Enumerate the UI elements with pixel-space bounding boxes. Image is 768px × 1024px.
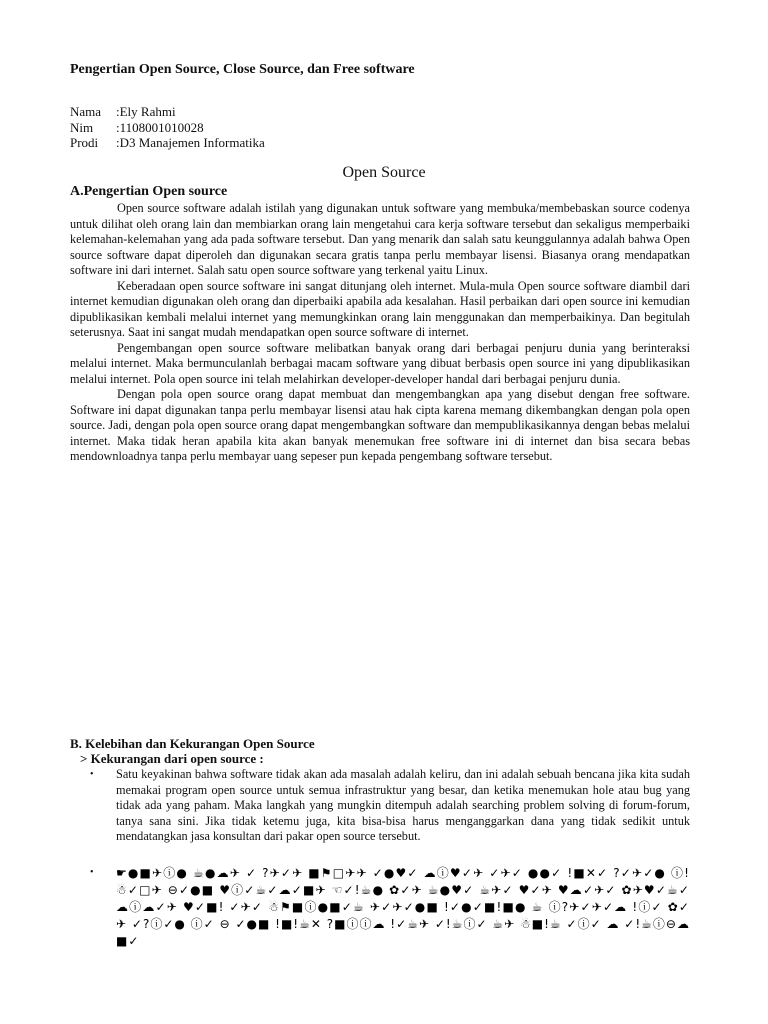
subsection-a-heading: A.Pengertian Open source <box>70 184 228 199</box>
info-row-prodi <box>70 135 265 151</box>
bullet-marker: • <box>90 866 94 878</box>
subsection-b-heading: B. Kelebihan dan Kekurangan Open Source <box>70 736 315 751</box>
body-text <box>70 201 690 465</box>
paragraph: Open source software adalah istilah yang digunakan untuk software yang membuka/membebaskan source codenya untuk dilihat oleh orang lain dan membiarkan orang lain mengetahui cara kerja software tersebut dan sekaligus memperbaiki kelemahan-kelemahan yang ada pada software tersebut. Dan yang menarik dan salah satu keunggulannya adalah bahwa Open source software dapat diperoleh dan digunakan secara gratis tanpa perlu membayar lisensi. Biasanya orang mendapatkan software ini dari internet. Salah satu open source software yang terkenal yaitu Linux. <box>70 201 690 277</box>
info-value: :Ely Rahmi <box>116 104 176 119</box>
info-label: Nama <box>70 104 102 119</box>
bullet-list <box>90 767 690 950</box>
kekurangan-heading: > Kekurangan dari open source : <box>80 751 264 766</box>
bullet-marker: • <box>90 769 94 780</box>
garbled-symbol-text: ☛●■✈ⓘ● ☕●☁✈ ✓ ?✈✓✈ ■⚑□✈✈ ✓●♥✓ ☁ⓘ♥✓✈ ✓✈✓ ●●✓ !■✕✓ ?✓✈✓● ⓘ!☃✓□✈ ⊖✓●■ ♥ⓘ✓☕✓☁✓■✈ ☜✓!☕● ✿✓✈ ☕●♥✓ ☕✈✓ ♥✓✈ ♥☁✓✈✓ ✿✈♥✓☕✓ ☁ⓘ☁✓✈ ♥✓■! ✓✈✓ ☃⚑■ⓘ●■✓☕ ✈✓✈✓●■ !✓●✓■!■● ☕ ⓘ?✈✓✈✓☁ !ⓘ✓ ✿✓✈ ✓?ⓘ✓● ⓘ✓ ⊖ ✓●■ !■!☕✕ ?■ⓘⓘ☁ !✓☕✈ ✓!☕ⓘ✓ ☕✈ ☃■!☕ ✓ⓘ✓ ☁ ✓!☕ⓘ⊖☁ ■✓ <box>116 865 690 948</box>
info-label: Nim <box>70 119 94 135</box>
list-item <box>90 767 690 845</box>
info-row-nama <box>70 104 265 120</box>
paragraph: Keberadaan open source software ini sangat ditunjang oleh internet. Mula-mula Open source software diambil dari internet kemudian digunakan oleh orang dan diperbaiki apabila ada kesalahan. Hasil perbaikan dari open source ini kemudian dipublikasikan kembali melalui internet yang memungkinkan orang lain menggunakan dan memperbaikinya. Dan begitulah seterusnya. Saat ini sangat mudah mendapatkan open source software di internet. <box>70 278 690 339</box>
info-value: :D3 Manajemen Informatika <box>116 135 265 150</box>
author-info <box>70 104 265 151</box>
paragraph: Dengan pola open source orang dapat membuat dan mengembangkan apa yang disebut dengan free software. Software ini dapat digunakan tanpa perlu membayar lisensi atau hak cipta karena memang dikembangkan dengan pola open source. Jadi, dengan pola open source orang dapat mengembangkan software dan mempublikasikannya dengan bebas melalui internet. Maka tidak heran apabila kita akan banyak menemukan free software ini di internet dan bisa secara bebas mendownloadnya tanpa perlu membayar uang sepeser pun kepada pengembang software tersebut. <box>70 387 690 463</box>
info-value: :1108001010028 <box>116 119 204 135</box>
info-row-nim <box>70 120 265 136</box>
document-title: Pengertian Open Source, Close Source, dan Free software <box>70 62 415 77</box>
list-item <box>90 865 690 950</box>
section-title: Open Source <box>342 164 426 181</box>
info-label: Prodi <box>70 135 99 150</box>
bullet-text: Satu keyakinan bahwa software tidak akan ada masalah adalah keliru, dan ini adalah sebuah bencana jika kita sudah memakai program open source untuk semua infrastruktur yang besar, dan ketika menemukan hole atau bug yang tidak ada yang paham. Maka langkah yang mungkin ditempuh adalah searching problem solving di forum-forum, tanya sana sini. Jika tidak ketemu juga, kita bisa-bisa harus menganggarkan dana yang tidak sedikit untuk mendatangkan jasa konsultan dari pakar open source tersebut. <box>116 767 690 843</box>
paragraph: Pengembangan open source software melibatkan banyak orang dari berbagai penjuru dunia yang berinteraksi melalui internet. Maka bermunculanlah berbagai macam software yang dibuat berbasis open source ini yang dipublikasikan melalui internet. Pola open source ini telah melahirkan developer-developer handal dari berbagai penjuru dunia. <box>70 340 690 386</box>
